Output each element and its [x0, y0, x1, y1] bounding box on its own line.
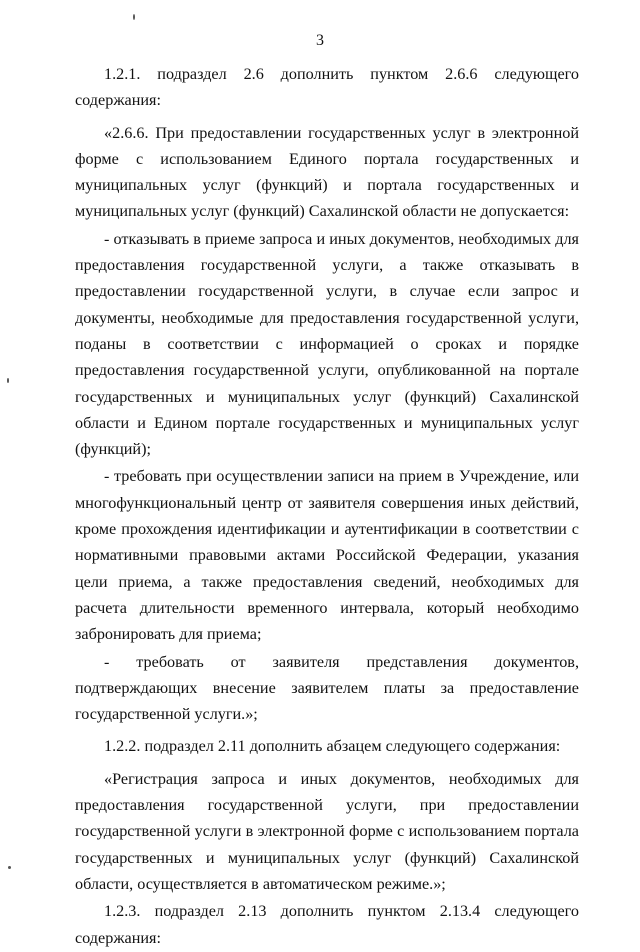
paragraph-refuse-request: - отказывать в приеме запроса и иных документов, необходимых для предоставления государственной услуги, а также отказывать в предоставлении государственной услуги, в случае если запрос и документы, необходимые для предоставления государственной услуги, поданы в соответствии с информацией о сроках и порядке предоставления государственной услуги, опубликованной на портале государственных и муниципальных услуг (функций) Сахалинской области и Едином портале государственных и муниципальных услуг (функций);: [75, 229, 579, 459]
paragraph-1-2-2: 1.2.2. подраздел 2.11 дополнить абзацем следующего содержания:: [104, 737, 561, 756]
paragraph-1-2-1: 1.2.1. подраздел 2.6 дополнить пунктом 2.6.6 следующего содержания:: [75, 65, 579, 110]
scan-speck: [8, 866, 11, 869]
scan-speck: [7, 378, 9, 383]
paragraph-registration: «Регистрация запроса и иных документов, необходимых для предоставления государственной услуги, при предоставлении государственной услуги в электронной форме с использованием портала государственных и муниципальных услуг (функций) Сахалинской области, осуществляется в автоматическом режиме.»;: [75, 769, 579, 893]
scan-speck: [133, 14, 135, 20]
paragraph-appointment-requirements: - требовать при осуществлении записи на прием в Учреждение, или многофункциональный центр от заявителя совершения иных действий, кроме прохождения идентификации и аутентификации в соответствии с нормативными правовыми актами Российской Федерации, указания цели приема, а также предоставления сведений, необходимых для расчета длительности временного интервала, который необходимо забронировать для приема;: [75, 467, 579, 644]
paragraph-payment-documents: - требовать от заявителя представления документов, подтверждающих внесение заявителем платы за предоставление государственной услуги.»;: [75, 652, 579, 724]
document-body: [75, 61, 579, 952]
page-number: 3: [316, 32, 324, 49]
paragraph-2-6-6: «2.6.6. При предоставлении государственных услуг в электронной форме с использованием Единого портала государственных и муниципальных услуг (функций) и портала государственных и муниципальных услуг (функций) Сахалинской области не допускается:: [75, 123, 579, 221]
paragraph-1-2-3: 1.2.3. подраздел 2.13 дополнить пунктом 2.13.4 следующего содержания:: [75, 902, 579, 947]
